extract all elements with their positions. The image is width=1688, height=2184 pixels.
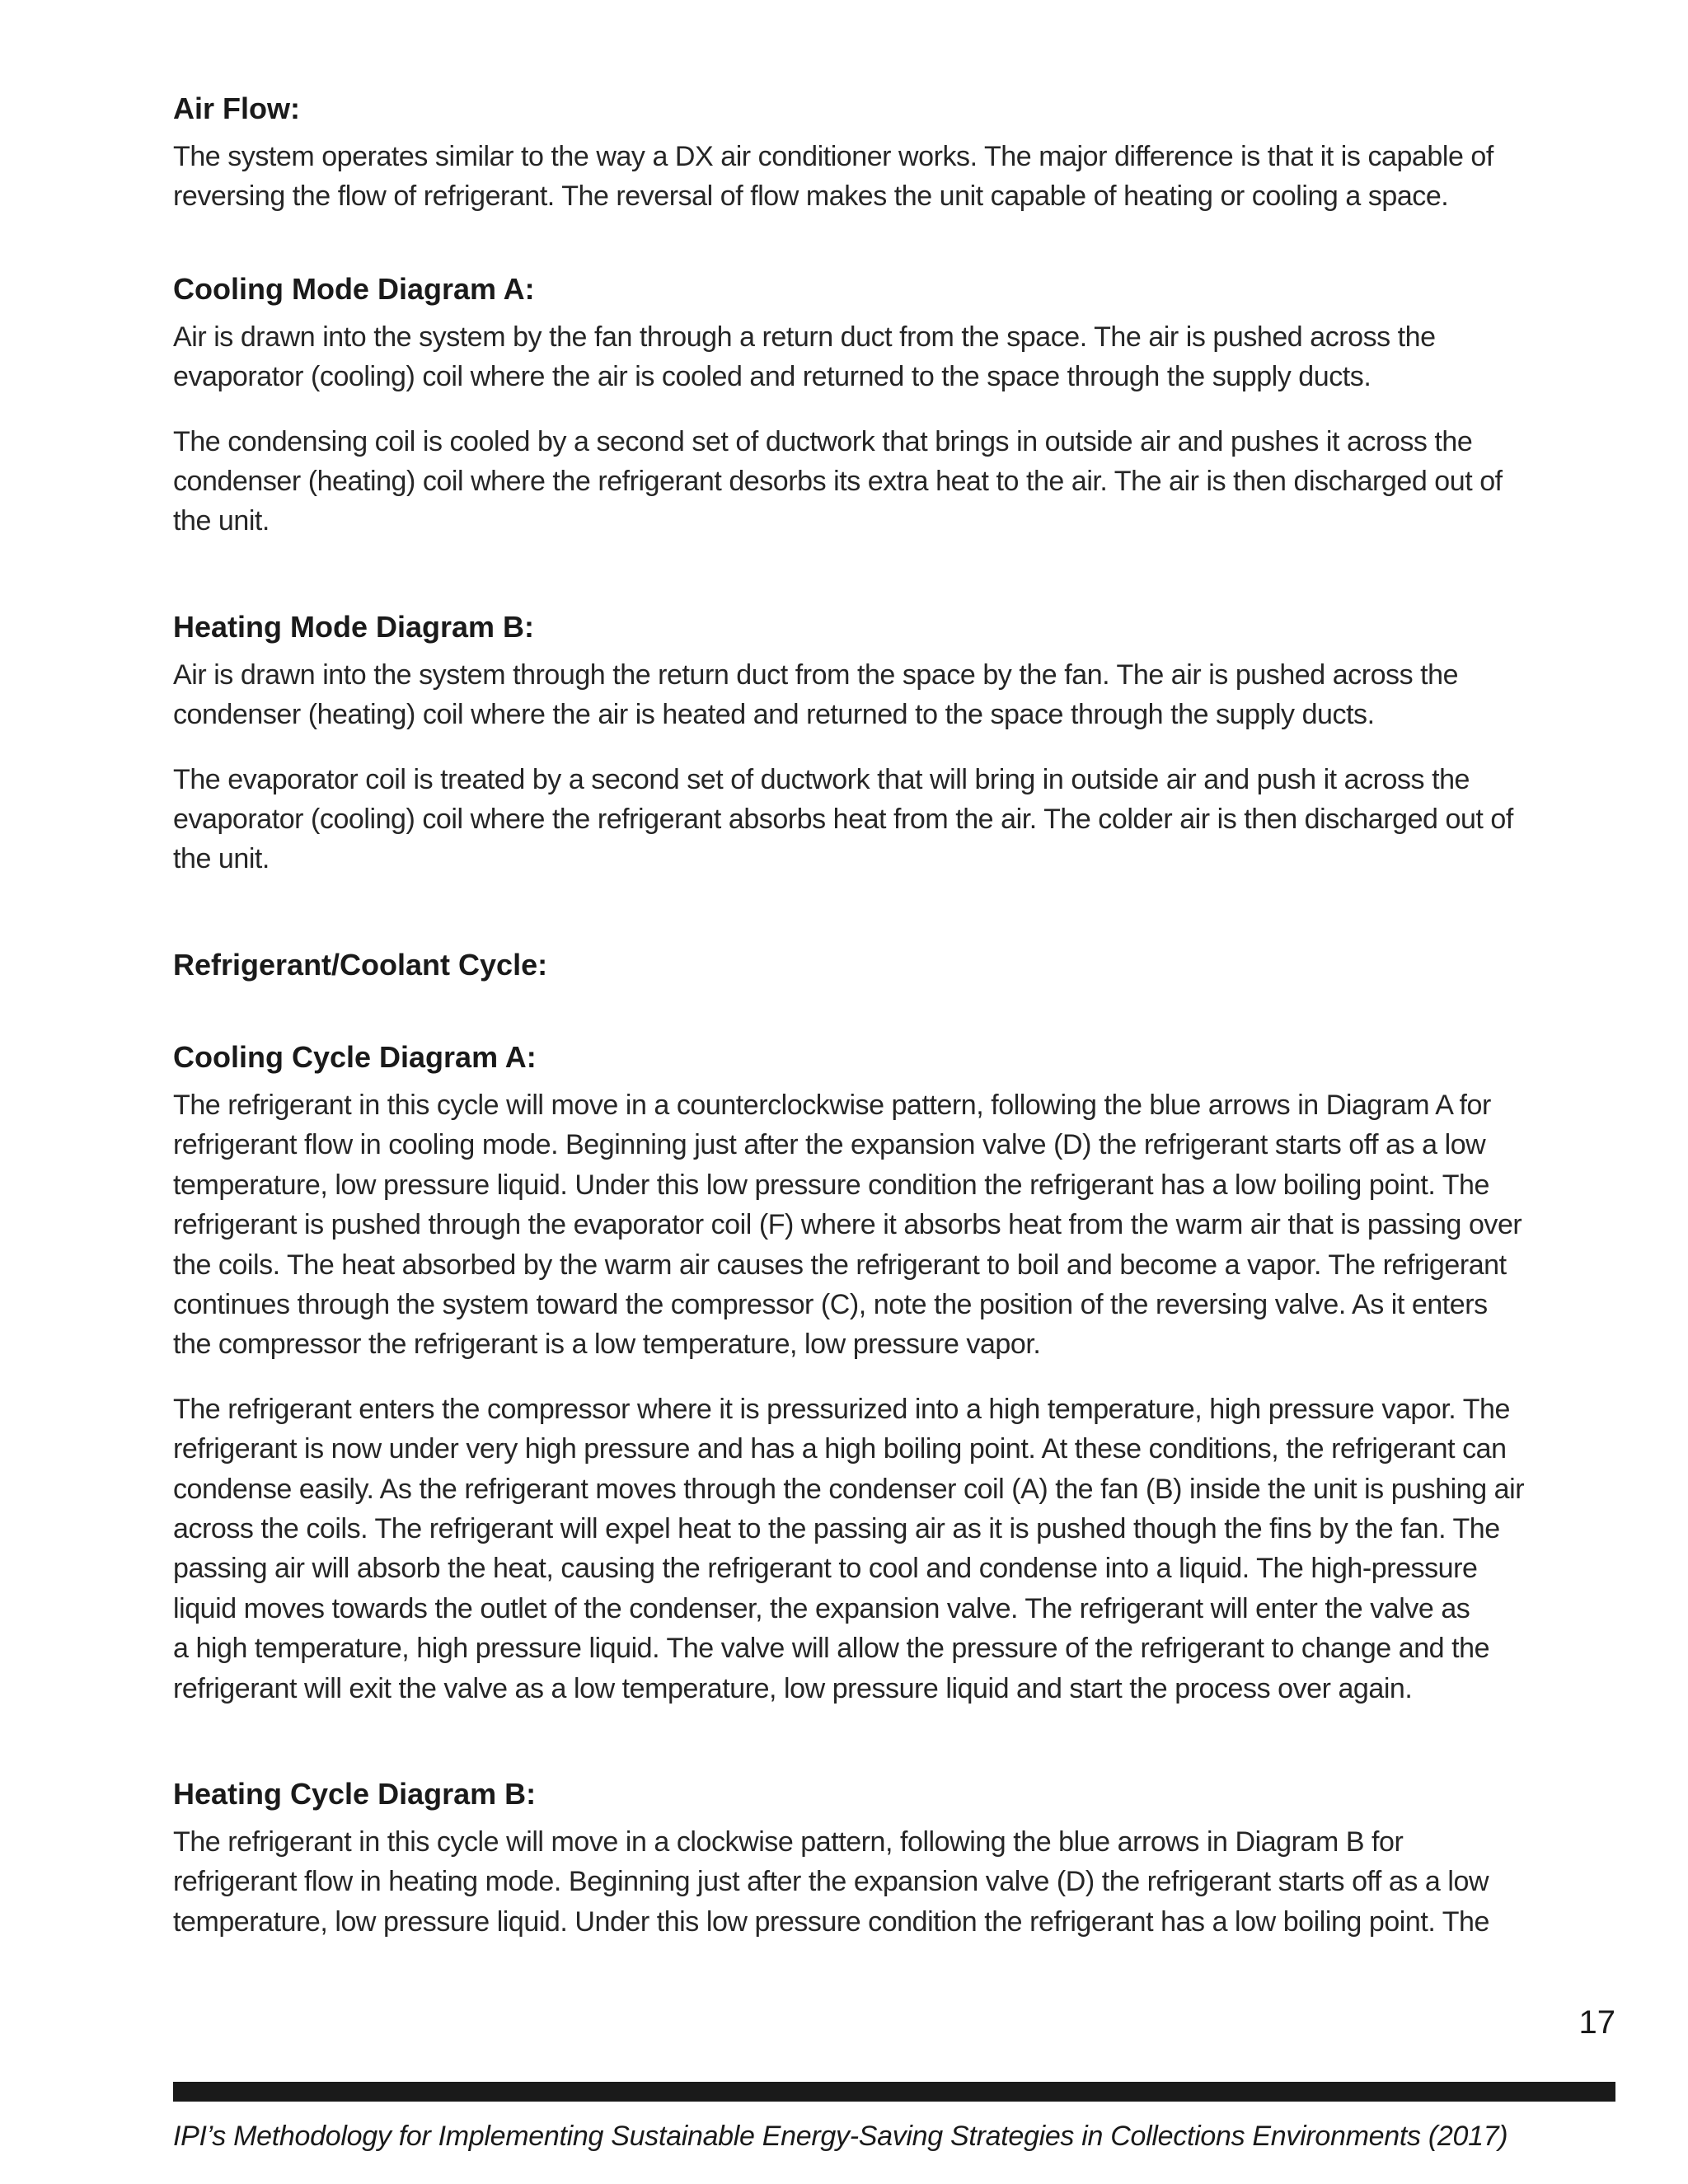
paragraph-heating-cycle-1: The refrigerant in this cycle will move in a clockwise pattern, following the blue arrows in Diagram B for refrigerant flow in heating mode. Beginning just after the expansion valve (D) the refrigerant starts off as a low temperature, low pressure liquid. Under this low pressure condition the refrigerant has a low boiling point. The <box>173 1825 1489 1938</box>
paragraph-cooling-cycle-2: The refrigerant enters the compressor where it is pressurized into a high temperature, high pressure vapor. The refrigerant is now under very high pressure and has a high boiling point. At these conditions, the refrigerant can condense easily. As the refrigerant moves through the condenser coil (A) the fan (B) inside the unit is pushing air across the coils. The refrigerant will expel heat to the passing air as it is pushed though the fins by the fan. The passing air will absorb the heat, causing the refrigerant to cool and condense into a liquid. The high-pressure liquid moves towards the outlet of the condenser, the expansion valve. The refrigerant will enter the valve as a high temperature, high pressure liquid. The valve will allow the pressure of the refrigerant to change and the refrigerant will exit the valve as a low temperature, low pressure liquid and start the process over again. <box>173 1393 1525 1704</box>
heading-refrigerant-cycle: Refrigerant/Coolant Cycle: <box>173 947 548 982</box>
section-cooling-cycle <box>173 1038 1615 1708</box>
heading-cooling-mode: Cooling Mode Diagram A: <box>173 271 535 306</box>
footer-divider-bar <box>173 2082 1615 2102</box>
footer-publication-title: IPI’s Methodology for Implementing Sustainable Energy-Saving Strategies in Collections Environments (2017) <box>173 2121 1508 2152</box>
heading-heating-mode: Heating Mode Diagram B: <box>173 609 535 644</box>
heading-heating-cycle: Heating Cycle Diagram B: <box>173 1776 537 1811</box>
heading-cooling-cycle: Cooling Cycle Diagram A: <box>173 1039 537 1074</box>
section-heating-mode <box>173 607 1615 879</box>
section-refrigerant-cycle <box>173 945 1615 985</box>
section-heating-cycle <box>173 1774 1615 1942</box>
paragraph-cooling-cycle-1: The refrigerant in this cycle will move in a counterclockwise pattern, following the blue arrows in Diagram A for refrigerant flow in cooling mode. Beginning just after the expansion valve (D) the refrigerant starts off as a low temperature, low pressure liquid. Under this low pressure condition the refrigerant has a low boiling point. The refrigerant is pushed through the evaporator coil (F) where it absorbs heat from the warm air that is passing over the coils. The heat absorbed by the warm air causes the refrigerant to boil and become a vapor. The refrigerant continues through the system toward the compressor (C), note the position of the reversing valve. As it enters the compressor the refrigerant is a low temperature, low pressure vapor. <box>173 1089 1522 1361</box>
heading-air-flow: Air Flow: <box>173 91 300 125</box>
paragraph-air-flow-1: The system operates similar to the way a DX air conditioner works. The major difference is that it is capable of reversing the flow of refrigerant. The reversal of flow makes the unit capable of heating or cooling a space. <box>173 141 1493 213</box>
section-cooling-mode <box>173 269 1615 541</box>
paragraph-cooling-mode-2: The condensing coil is cooled by a second set of ductwork that brings in outside air and pushes it across the condenser (heating) coil where the refrigerant desorbs its extra heat to the air. The air is then discharged out of the unit. <box>173 425 1503 537</box>
page-content <box>173 89 1615 1942</box>
paragraph-cooling-mode-1: Air is drawn into the system by the fan through a return duct from the space. The air is pushed across the evaporator (cooling) coil where the air is cooled and returned to the space through the supply ducts. <box>173 321 1436 393</box>
paragraph-heating-mode-1: Air is drawn into the system through the return duct from the space by the fan. The air is pushed across the condenser (heating) coil where the air is heated and returned to the space through the supply ducts. <box>173 658 1459 731</box>
section-air-flow <box>173 89 1615 217</box>
paragraph-heating-mode-2: The evaporator coil is treated by a second set of ductwork that will bring in outside air and push it across the evaporator (cooling) coil where the refrigerant absorbs heat from the air. The colder air is then discharged out of the unit. <box>173 763 1513 875</box>
page-number: 17 <box>1578 2004 1615 2041</box>
